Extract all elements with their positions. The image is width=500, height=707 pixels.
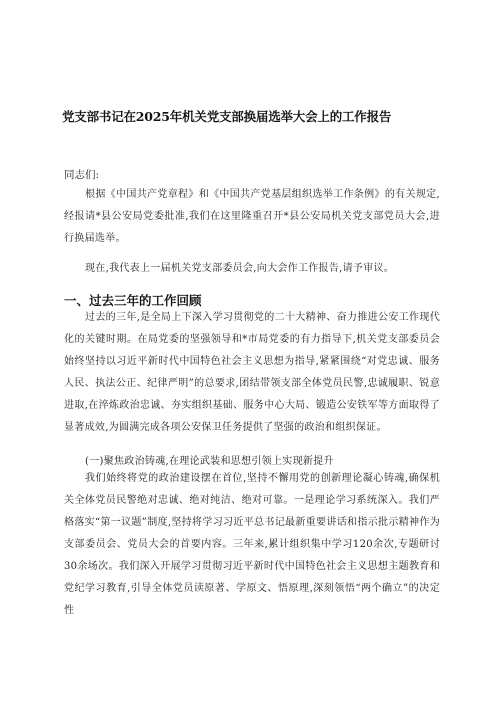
section-review-paragraph: 过去的三年,是全局上下深入学习贯彻党的二十大精神、奋力推进公安工作现代化的关键时期。在局党委的坚强领导和*市局党委的有力指导下,机关党支部委员会始终坚持以习近平新时代中国特色社会主义思想为指导,紧紧围绕“对党忠诚、服务人民、执法公正、纪律严明”的总要求,团结带领支部全体党员民警,忠诚履职、锐意进取,在淬炼政治忠诚、夯实组织基础、服务中心大局、锻造公安铁军等方面取得了显著成效,为圆满完成各项公安保卫任务提供了坚强的政治和组织保证。 [64,312,440,433]
document-title: 党支部书记在2025年机关党支部换届选举大会上的工作报告 [62,109,392,124]
report-statement-paragraph: 现在,我代表上一届机关党支部委员会,向大会作工作报告,请予审议。 [85,263,395,274]
subsection-paragraph: 我们始终将党的政治建设摆在首位,坚持不懈用党的创新理论凝心铸魂,确保机关全体党员民警绝对忠诚、绝对纯洁、绝对可靠。一是理论学习系统深入。我们严格落实“第一议题”制度,坚持将学习习近平总书记最新重要讲话和指示批示精神作为支部委员会、党员大会的首要内容。三年来,累计组织集中学习120余次,专题研讨30余场次。我们深入开展学习贯彻习近平新时代中国特色社会主义思想主题教育和党纪学习教育,引导全体党员读原著、学原文、悟原理,深刻领悟“两个确立”的决定性 [64,473,440,616]
section-heading: 一、过去三年的工作回顾 [64,293,202,308]
subsection-heading: (一)聚焦政治铸魂,在理论武装和思想引领上实现新提升 [85,456,334,467]
salutation: 同志们: [64,169,100,181]
intro-paragraph: 根据《中国共产党章程》和《中国共产党基层组织选举工作条例》的有关规定,经报请*县公安局党委批准,我们在这里隆重召开*县公安局机关党支部党员大会,进行换届选举。 [64,189,440,244]
